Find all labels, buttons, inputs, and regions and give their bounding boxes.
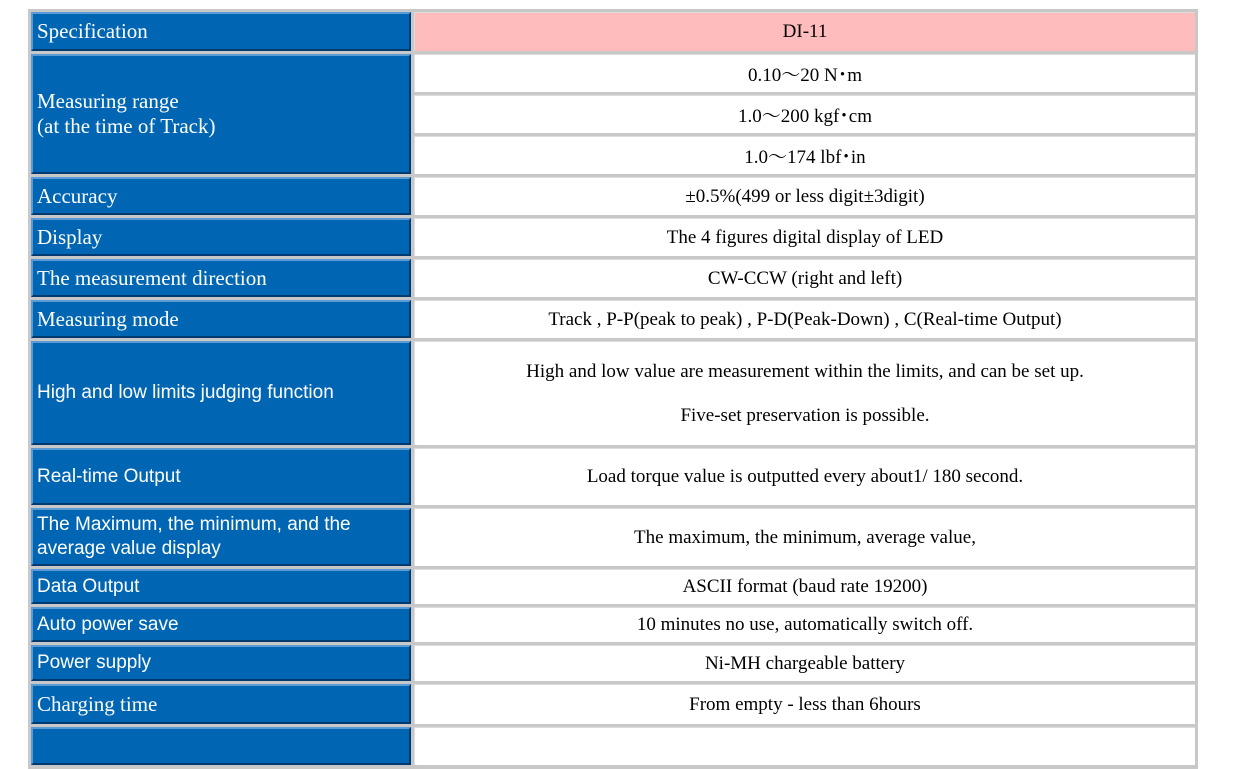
display-label: Display xyxy=(31,218,411,256)
spec-header-label: Specification xyxy=(31,12,411,51)
label-line: Measuring range xyxy=(37,89,179,113)
table-row xyxy=(31,341,1195,445)
next-row-label xyxy=(31,727,411,765)
maxmin-label xyxy=(31,508,411,566)
table-row xyxy=(31,218,1195,256)
model-name: DI-11 xyxy=(414,12,1195,51)
charging-time-label: Charging time xyxy=(31,684,411,724)
table-row xyxy=(31,727,1195,765)
data-output-value: ASCII format (baud rate 19200) xyxy=(414,569,1195,604)
label-line: (at the time of Track) xyxy=(37,114,216,138)
power-save-label: Auto power save xyxy=(31,607,411,642)
display-value: The 4 figures digital display of LED xyxy=(414,218,1195,256)
mode-label: Measuring mode xyxy=(31,300,411,338)
limits-value xyxy=(414,341,1195,445)
table-row xyxy=(31,508,1195,566)
header-row xyxy=(31,12,1195,51)
spec-table xyxy=(28,9,1198,769)
charging-time-value: From empty - less than 6hours xyxy=(414,684,1195,724)
power-supply-label: Power supply xyxy=(31,645,411,681)
measuring-range-label xyxy=(31,54,411,174)
accuracy-label: Accuracy xyxy=(31,177,411,215)
realtime-value: Load torque value is outputted every about1/ 180 second. xyxy=(414,448,1195,505)
realtime-label: Real-time Output xyxy=(31,448,411,505)
table-row xyxy=(31,607,1195,642)
power-save-value: 10 minutes no use, automatically switch off. xyxy=(414,607,1195,642)
range-value-nm: 0.10〜20 N･m xyxy=(414,54,1195,92)
table-row xyxy=(31,54,1195,92)
limits-value-line: Five-set preservation is possible. xyxy=(680,404,930,426)
direction-value: CW-CCW (right and left) xyxy=(414,259,1195,297)
data-output-label: Data Output xyxy=(31,569,411,604)
table-row xyxy=(31,569,1195,604)
table-row xyxy=(31,684,1195,724)
table-row xyxy=(31,259,1195,297)
table-row xyxy=(31,645,1195,681)
limits-value-line: High and low value are measurement within the limits, and can be set up. xyxy=(526,360,1084,382)
mode-value: Track , P-P(peak to peak) , P-D(Peak-Down) , C(Real-time Output) xyxy=(414,300,1195,338)
limits-label: High and low limits judging function xyxy=(31,341,411,445)
label-line: The Maximum, the minimum, and the xyxy=(37,514,351,535)
power-supply-value: Ni-MH chargeable battery xyxy=(414,645,1195,681)
maxmin-value: The maximum, the minimum, average value, xyxy=(414,508,1195,566)
range-value-lbfin: 1.0〜174 lbf･in xyxy=(414,136,1195,174)
range-value-kgfcm: 1.0〜200 kgf･cm xyxy=(414,95,1195,133)
direction-label: The measurement direction xyxy=(31,259,411,297)
table-row xyxy=(31,448,1195,505)
next-row-value xyxy=(414,727,1195,765)
label-line: average value display xyxy=(37,538,221,559)
accuracy-value: ±0.5%(499 or less digit±3digit) xyxy=(414,177,1195,215)
table-row xyxy=(31,177,1195,215)
table-row xyxy=(31,300,1195,338)
